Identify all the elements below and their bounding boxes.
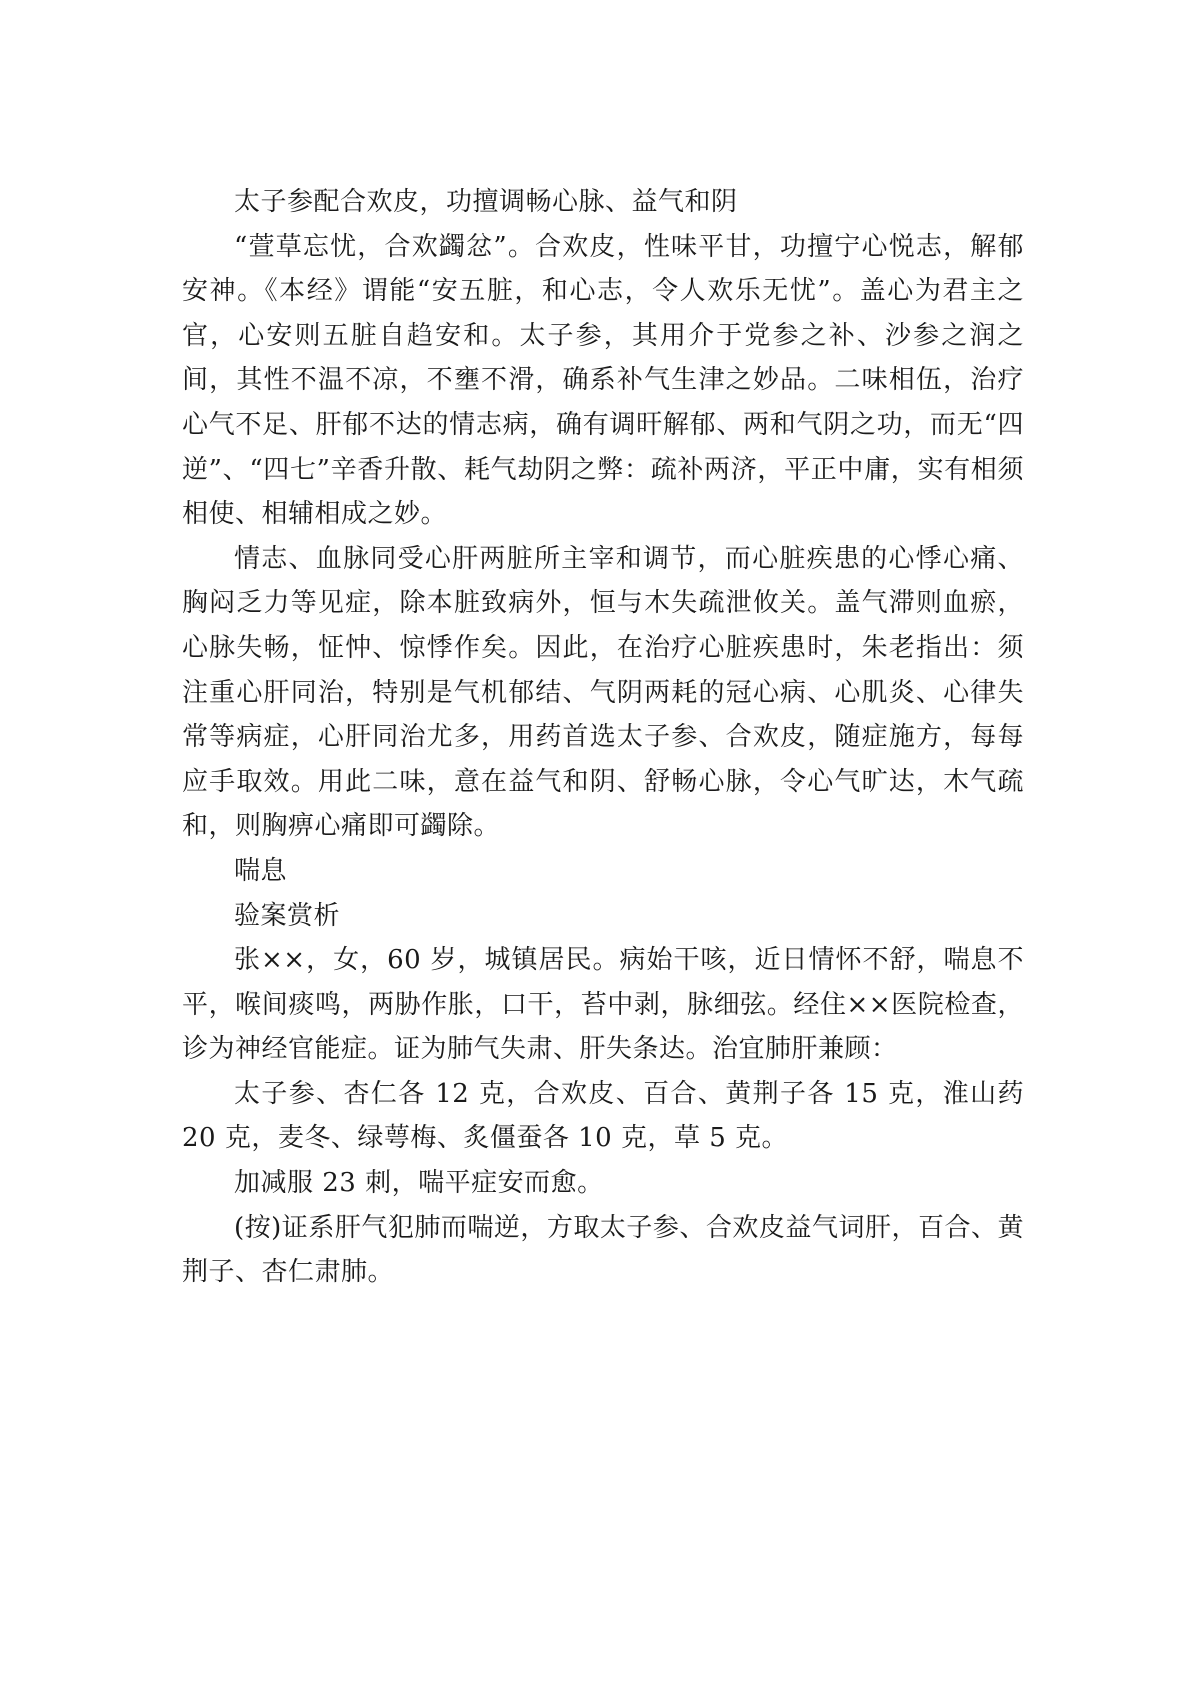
case-commentary: (按)证系肝气犯肺而喘逆，方取太子参、合欢皮益气词肝，百合、黄荆子、杏仁肃肺。 [182,1212,1024,1288]
prescription: 太子参、杏仁各 12 克，合欢皮、百合、黄荆子各 15 克，淮山药 20 克，麦冬、绿萼梅、炙僵蚕各 10 克，草 5 克。 [182,1078,1024,1154]
case-outcome: 加减服 23 刺，喘平症安而愈。 [234,1168,604,1199]
section-heading-taizishen-hehuanpi: 太子参配合欢皮，功擅调畅心脉、益气和阴 [234,187,738,217]
subsection-heading-case-analysis: 验案赏析 [234,900,341,931]
document-body [182,180,1024,1295]
body-paragraph: 情志、血脉同受心肝两脏所主宰和调节，而心脏疾患的心悸心痛、胸闷乏力等见症，除本脏致病外，恒与木失疏泄攸关。盖气滞则血瘀，心脉失畅，怔忡、惊悸作矣。因此，在治疗心脏疾患时，朱老指出：须注重心肝同治，特别是气机郁结、气阴两耗的冠心病、心肌炎、心律失常等病症，心肝同治尤多，用药首选太子参、合欢皮，随症施方，每每应手取效。用此二味，意在益气和阴、舒畅心脉，令心气旷达，木气疏和，则胸痹心痛即可蠲除。 [182,543,1024,842]
section-heading-chuanxi: 喘息 [234,855,288,886]
case-description: 张××，女，60 岁，城镇居民。病始干咳，近日情怀不舒，喘息不平，喉间痰鸣，两胁作胀，口干，苔中剥，脉细弦。经住××医院检查，诊为神经官能症。证为肺气失肃、肝失条达。治宜肺肝兼顾： [182,945,1024,1065]
body-paragraph: “萱草忘忧，合欢蠲忿”。合欢皮，性味平甘，功擅宁心悦志，解郁安神。《本经》谓能“安五脏，和心志，令人欢乐无忧”。盖心为君主之官，心安则五脏自趋安和。太子参，其用介于党参之补、沙参之润之间，其性不温不凉，不壅不滑，确系补气生津之妙品。二味相伍，治疗心气不足、肝郁不达的情志病，确有调旰解郁、两和气阴之功，而无“四逆”、“四七”辛香升散、耗气劫阴之弊：疏补两济，平正中庸，实有相须相使、相辅相成之妙。 [182,231,1024,530]
